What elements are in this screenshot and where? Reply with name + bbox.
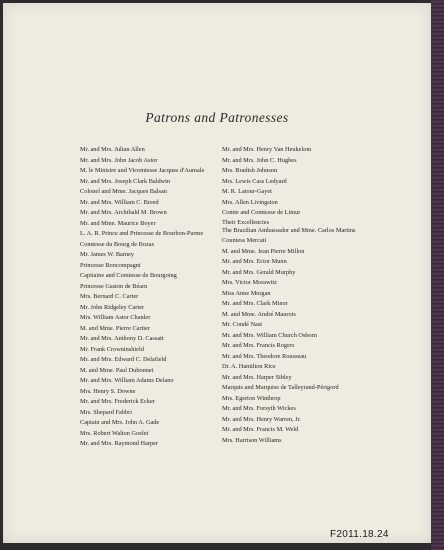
patron-name: Mrs. Victor Morawitz [222,279,277,286]
catalog-number: F2011.18.24 [330,529,389,540]
patron-name: Mr. and Mrs. Julian Allen [80,146,145,153]
patrons-right-column [222,145,355,446]
patron-name: L. A. R. Prince and Princesse de Bourbon-Parme [80,230,204,237]
patron-name: Mr. John Ridgeley Carter [80,303,145,311]
binding-edge [431,0,444,550]
patron-name: M. and Mme. Jean Pierre Millon [222,247,305,255]
program-page [3,3,431,543]
patron-name: Mr. and Mrs. John C. Hughes [222,156,297,164]
patron-name: Countess Mercati [222,237,267,244]
patron-name: Mr. and Mrs. William C. Breed [80,198,159,206]
patron-name: Mr. James W. Barney [80,251,135,258]
patron-name: Marquis and Marquise de Talleyrand-Périgord [222,384,339,391]
patron-name: Mr. and Mrs. Forsyth Wickes [222,405,296,412]
patron-name: Princesse Boncompagni [80,261,141,269]
patron-name: Miss Anne Morgan [222,289,271,297]
patron-name: Mr. and Mrs. Anthony D. Cassatt [80,335,164,342]
patron-name: Mr. Condé Nast [222,321,263,328]
patron-name: Mrs. William Astor Chanler [80,314,151,321]
patron-name: Colonel and Mme. Jacques Balsan [80,188,167,195]
patron-name: Mrs. Bernard C. Carter [80,293,139,300]
patron-name: Mrs. Allen Livingston [222,198,278,206]
patron-name: The Brazilian Ambassador and Mme. Carlos Martins [222,226,356,234]
patron-name: Mr. and Mrs. William Adams Delano [80,377,174,384]
patron-name: Mrs. Henry S. Downe [80,387,136,395]
page-title: Patrons and Patronesses [145,110,289,125]
patrons-left-column [80,145,204,450]
patron-name: M. R. Latour-Gayet [222,188,272,195]
patron-name: Comtesse du Bourg de Bozas [80,240,155,248]
patron-name: Mr. and Mrs. Henry Van Heukelom [222,146,312,153]
patron-name: Mr. and Mrs. Frederick Ecker [80,398,155,405]
patron-name: Comte and Comtesse de Limur [222,209,301,216]
patron-name: Capitaine and Comtesse de Bourgoing [80,272,177,279]
patron-name: Mrs. Shepard Fabbri [80,408,132,416]
patron-name: Mr. Frank Crowninshield [80,345,144,353]
patron-name: Mr. and Mrs. Raymond Harper [80,440,158,447]
patron-name: Mr. and Mrs. Francis Rogers [222,342,295,349]
patron-name: Mr. and Mrs. Henry Warren, Jr. [222,415,301,423]
patron-name: Mr. and Mrs. John Jacob Astor [80,156,158,164]
patron-name: M. and Mme. Paul Dubonnet [80,366,154,374]
patron-name: Mr. and Mrs. Ector Munn [222,258,287,265]
patron-name: Captain and Mrs. John A. Gade [80,419,160,426]
patron-name: M. and Mme. André Maurois [222,310,296,318]
patron-name: Mr. and Mrs. Clark Minor [222,300,288,307]
patron-name: Mr. and Mme. Maurice Boyer [80,219,156,227]
patron-name: Mrs. Harrison Williams [222,436,282,444]
patron-name: Mr. and Mrs. Joseph Clark Baldwin [80,177,171,185]
patron-name: Mr. and Mrs. Edward C. Delafield [80,356,167,363]
patron-name: Mrs. Bradish Johnson [222,167,278,174]
patron-name: Mr. and Mrs. Francis M. Weld [222,426,299,433]
patron-name: M. le Ministre and Vicomtesse Jacques d'Aumale [80,167,205,174]
patron-name: Mr. and Mrs. William Church Osborn [222,331,317,339]
patron-name: Dr. A. Hamilton Rice [222,363,276,370]
patron-name: Mrs. Lewis Cass Ledyard [222,177,287,185]
patron-name: M. and Mme. Pierre Cartier [80,324,150,332]
patron-name: Mr. and Mrs. Gerald Murphy [222,268,296,276]
patron-name: Mr. and Mrs. Archibald M. Brown [80,209,167,216]
patron-name: Mr. and Mrs. Harper Sibley [222,373,292,381]
patron-name: Princesse Gaston de Béarn [80,282,148,290]
patron-name: Their Excellencies [222,218,270,226]
patron-name: Mrs. Robert Walton Goelet [80,429,149,437]
patron-name: Mrs. Egerton Winthrop [222,394,281,402]
patron-name: Mr. and Mrs. Theodore Rousseau [222,352,307,360]
